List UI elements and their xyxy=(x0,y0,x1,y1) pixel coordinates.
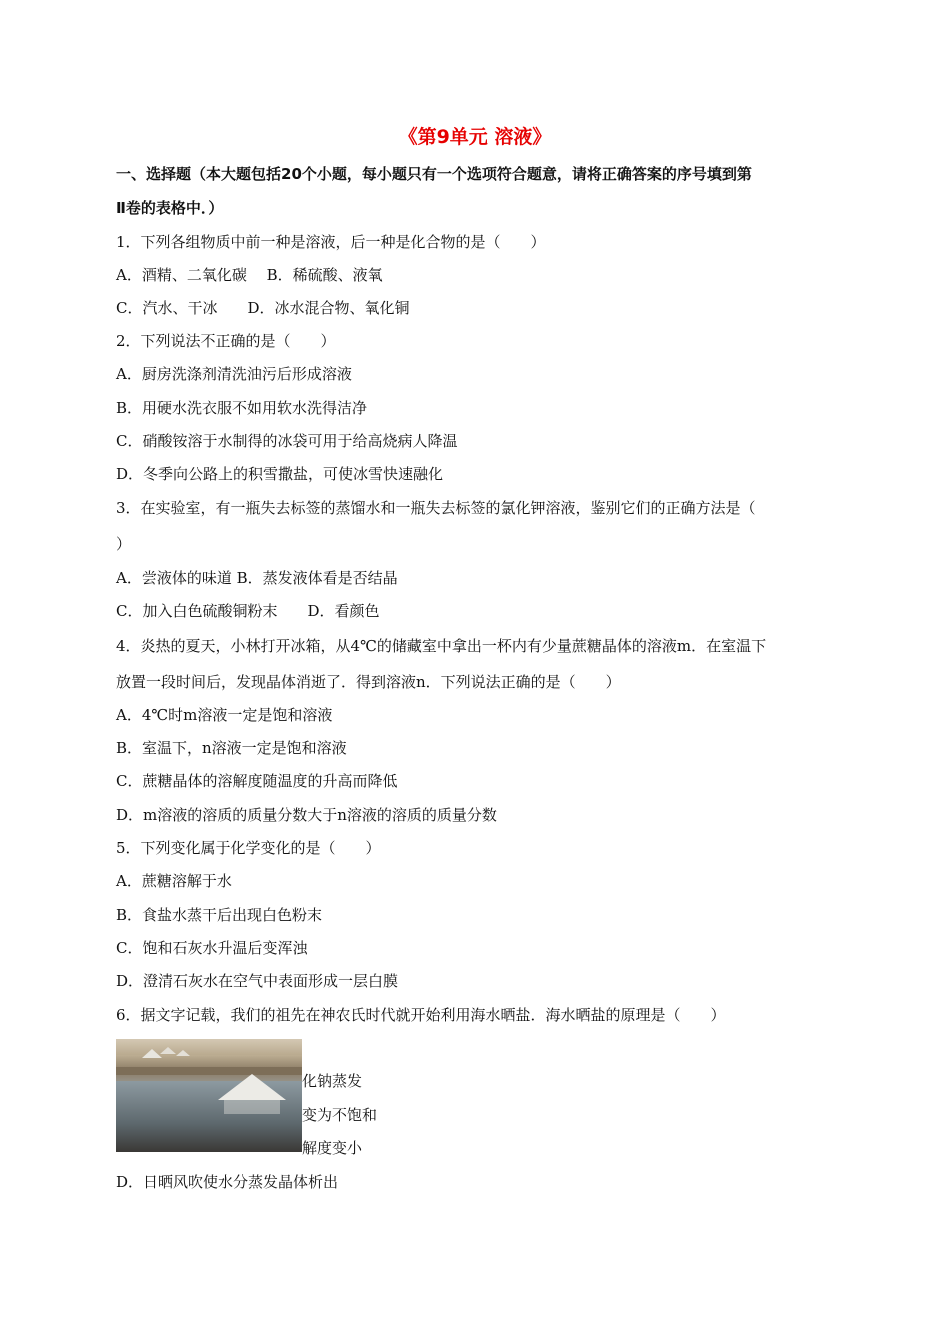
question-5-option-d: D．澄清石灰水在空气中表面形成一层白膜 xyxy=(116,972,399,990)
question-5-option-a: A．蔗糖溶解于水 xyxy=(116,872,232,890)
question-6-option-a-partial: 化钠蒸发 xyxy=(302,1072,363,1090)
question-3-options-ab: A．尝液体的味道 B．蒸发液体看是否结晶 xyxy=(116,569,398,587)
salt-pile-far xyxy=(160,1047,176,1054)
question-5-option-b: B．食盐水蒸干后出现白色粉末 xyxy=(116,906,323,924)
question-4-stem-continued: 放置一段时间后，发现晶体消逝了．得到溶液n．下列说法正确的是（ ） xyxy=(116,673,621,691)
question-3-stem-continued: ） xyxy=(116,535,132,553)
salt-pile-far xyxy=(176,1050,190,1056)
page-title: 《第9单元 溶液》 xyxy=(398,126,552,148)
question-5-option-c: C．饱和石灰水升温后变浑浊 xyxy=(116,939,308,957)
question-6-option-b-partial: 变为不饱和 xyxy=(302,1106,378,1124)
salt-pile-far xyxy=(142,1049,162,1058)
salt-pile-near xyxy=(218,1074,286,1100)
question-2-option-a: A．厨房洗涤剂清洗油污后形成溶液 xyxy=(116,365,352,383)
question-4-option-b: B．室温下，n溶液一定是饱和溶液 xyxy=(116,739,347,757)
question-2-option-b: B．用硬水洗衣服不如用软水洗得洁净 xyxy=(116,399,368,417)
question-2-option-d: D．冬季向公路上的积雪撒盐，可使冰雪快速融化 xyxy=(116,465,444,483)
section-heading-continued: Ⅱ卷的表格中．） xyxy=(116,199,224,217)
salt-pile-reflection xyxy=(224,1100,280,1114)
question-1-stem: 1．下列各组物质中前一种是溶液，后一种是化合物的是（ ） xyxy=(116,233,546,251)
question-1-options-cd: C．汽水、干冰 D．冰水混合物、氧化铜 xyxy=(116,299,410,317)
question-2-stem: 2．下列说法不正确的是（ ） xyxy=(116,332,336,350)
question-2-option-c: C．硝酸铵溶于水制得的冰袋可用于给高烧病人降温 xyxy=(116,432,458,450)
salt-pan-photo xyxy=(116,1039,302,1152)
question-6-option-d: D．日晒风吹使水分蒸发晶体析出 xyxy=(116,1173,339,1191)
question-5-stem: 5．下列变化属于化学变化的是（ ） xyxy=(116,839,381,857)
question-3-stem: 3．在实验室，有一瓶失去标签的蒸馏水和一瓶失去标签的氯化钾溶液，鉴别它们的正确方法是（ xyxy=(116,499,756,517)
question-6-stem: 6．据文字记载，我们的祖先在神农氏时代就开始利用海水晒盐．海水晒盐的原理是（ ） xyxy=(116,1006,726,1024)
question-4-stem: 4．炎热的夏天，小林打开冰箱，从4℃的储藏室中拿出一杯内有少量蔗糖晶体的溶液m．在室温下 xyxy=(116,637,767,655)
question-1-options-ab: A．酒精、二氧化碳 B．稀硫酸、液氧 xyxy=(116,266,383,284)
question-4-option-a: A．4℃时m溶液一定是饱和溶液 xyxy=(116,706,333,724)
section-heading: 一、选择题（本大题包括20个小题，每小题只有一个选项符合题意，请将正确答案的序号填到第 xyxy=(116,165,752,183)
question-4-option-c: C．蔗糖晶体的溶解度随温度的升高而降低 xyxy=(116,772,398,790)
question-6-option-c-partial: 解度变小 xyxy=(302,1139,363,1157)
question-3-options-cd: C．加入白色硫酸铜粉末 D．看颜色 xyxy=(116,602,380,620)
question-4-option-d: D．m溶液的溶质的质量分数大于n溶液的溶质的质量分数 xyxy=(116,806,497,824)
